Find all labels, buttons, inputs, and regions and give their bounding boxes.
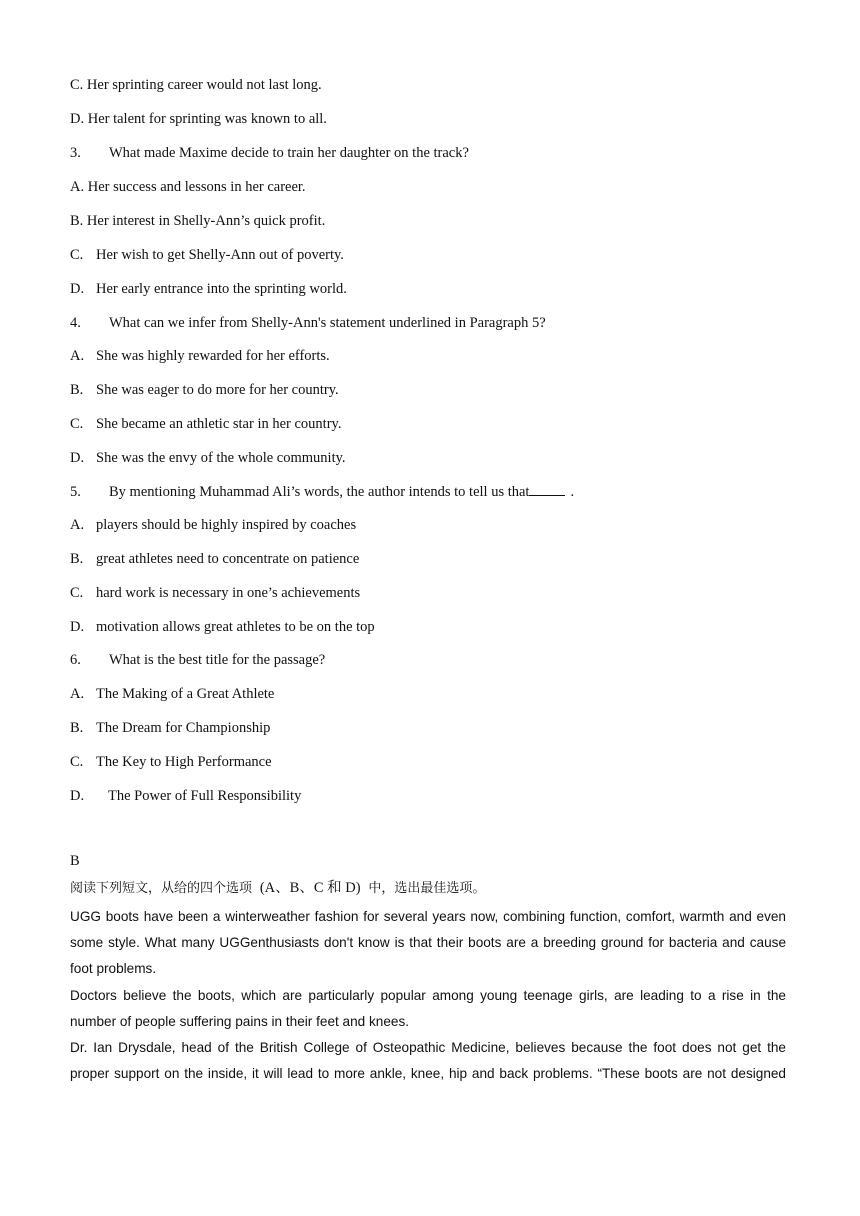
q5-option-c (70, 584, 360, 602)
option-letter: C. (70, 416, 84, 432)
passage-paragraph-2: Doctors believe the boots, which are particularly popular among young teenage girls, are leading to a rise in the number of people suffering pains in their feet and knees. (70, 988, 786, 1029)
option-letter: A. (70, 517, 85, 533)
q4-option-a (70, 347, 330, 365)
option-text: motivation allows great athletes to be on the top (96, 619, 375, 635)
option-letter: B. (70, 382, 84, 398)
q2-option-d (70, 110, 327, 128)
option-text: hard work is necessary in one’s achievements (96, 585, 361, 601)
option-text: The Power of Full Responsibility (108, 788, 302, 804)
option-text: Her interest in Shelly-Ann’s quick profit. (86, 213, 326, 229)
option-letter: C. (70, 247, 84, 263)
option-letter: D. (70, 619, 85, 635)
q4-option-c (70, 415, 341, 433)
q2-option-c (70, 76, 322, 94)
option-text: Her success and lessons in her career. (87, 179, 306, 195)
option-letter: A. (70, 348, 85, 364)
section-instruction (70, 879, 485, 898)
option-text: great athletes need to concentrate on patience (96, 551, 360, 567)
instruction-options: (A、B、C 和 D) (259, 880, 361, 896)
question-text: What made Maxime decide to train her daughter on the track? (109, 145, 469, 161)
question-text: By mentioning Muhammad Ali’s words, the author intends to tell us that (109, 484, 530, 500)
question-5-stem (70, 482, 574, 501)
option-text: The Key to High Performance (96, 754, 272, 770)
q6-option-d (70, 787, 301, 805)
answer-blank (529, 482, 565, 496)
option-letter: B. (70, 551, 84, 567)
option-text: Her sprinting career would not last long. (86, 77, 322, 93)
instruction-text-part2: 中，选出最佳选项。 (368, 881, 486, 896)
option-letter: D. (70, 788, 85, 804)
q6-option-c (70, 753, 272, 771)
question-number: 5. (70, 484, 81, 500)
option-text: players should be highly inspired by coaches (96, 517, 357, 533)
question-3-stem (70, 144, 469, 162)
question-6-stem (70, 651, 325, 669)
question-number: 4. (70, 315, 81, 331)
q3-option-d (70, 280, 347, 298)
q3-option-c (70, 246, 344, 264)
option-letter: C. (70, 77, 84, 93)
option-text: Her talent for sprinting was known to all. (87, 111, 327, 127)
option-text: She was eager to do more for her country. (96, 382, 339, 398)
option-text: She was the envy of the whole community. (96, 450, 346, 466)
option-letter: D. (70, 111, 85, 127)
option-text: Her wish to get Shelly-Ann out of poverty. (96, 247, 344, 263)
question-text: What is the best title for the passage? (109, 652, 326, 668)
question-number: 3. (70, 145, 81, 161)
q6-option-b (70, 719, 270, 737)
option-letter: C. (70, 754, 84, 770)
q3-option-b (70, 212, 325, 230)
option-letter: C. (70, 585, 84, 601)
option-letter: D. (70, 450, 85, 466)
question-end-punct: . (570, 484, 575, 500)
option-text: She was highly rewarded for her efforts. (96, 348, 330, 364)
option-text: She became an athletic star in her country. (96, 416, 342, 432)
passage-paragraph-3: Dr. Ian Drysdale, head of the British College of Osteopathic Medicine, believes because the foot does not get the proper support on the inside, it will lead to more ankle, knee, hip and back problems. “These boots are not designed (70, 1040, 786, 1081)
section-label: B (70, 853, 80, 869)
question-number: 6. (70, 652, 81, 668)
instruction-text-part1: 阅读下列短文，从给的四个选项 (70, 881, 253, 896)
option-letter: D. (70, 281, 85, 297)
option-text: Her early entrance into the sprinting world. (96, 281, 347, 297)
option-text: The Making of a Great Athlete (96, 686, 275, 702)
passage-paragraph-1: UGG boots have been a winterweather fashion for several years now, combining function, comfort, warmth and even some style. What many UGGenthusiasts don't know is that their boots are a breeding ground for bacteria and cause foot problems. (70, 909, 786, 976)
option-letter: A. (70, 179, 85, 195)
q5-option-b (70, 550, 359, 568)
option-letter: A. (70, 686, 85, 702)
option-text: The Dream for Championship (96, 720, 271, 736)
q5-option-d (70, 618, 375, 636)
option-letter: B. (70, 213, 84, 229)
q3-option-a (70, 178, 306, 196)
option-letter: B. (70, 720, 84, 736)
q4-option-b (70, 381, 339, 399)
q5-option-a (70, 516, 356, 534)
q4-option-d (70, 449, 346, 467)
question-text: What can we infer from Shelly-Ann's statement underlined in Paragraph 5? (109, 315, 546, 331)
q6-option-a (70, 685, 274, 703)
question-4-stem (70, 314, 546, 332)
